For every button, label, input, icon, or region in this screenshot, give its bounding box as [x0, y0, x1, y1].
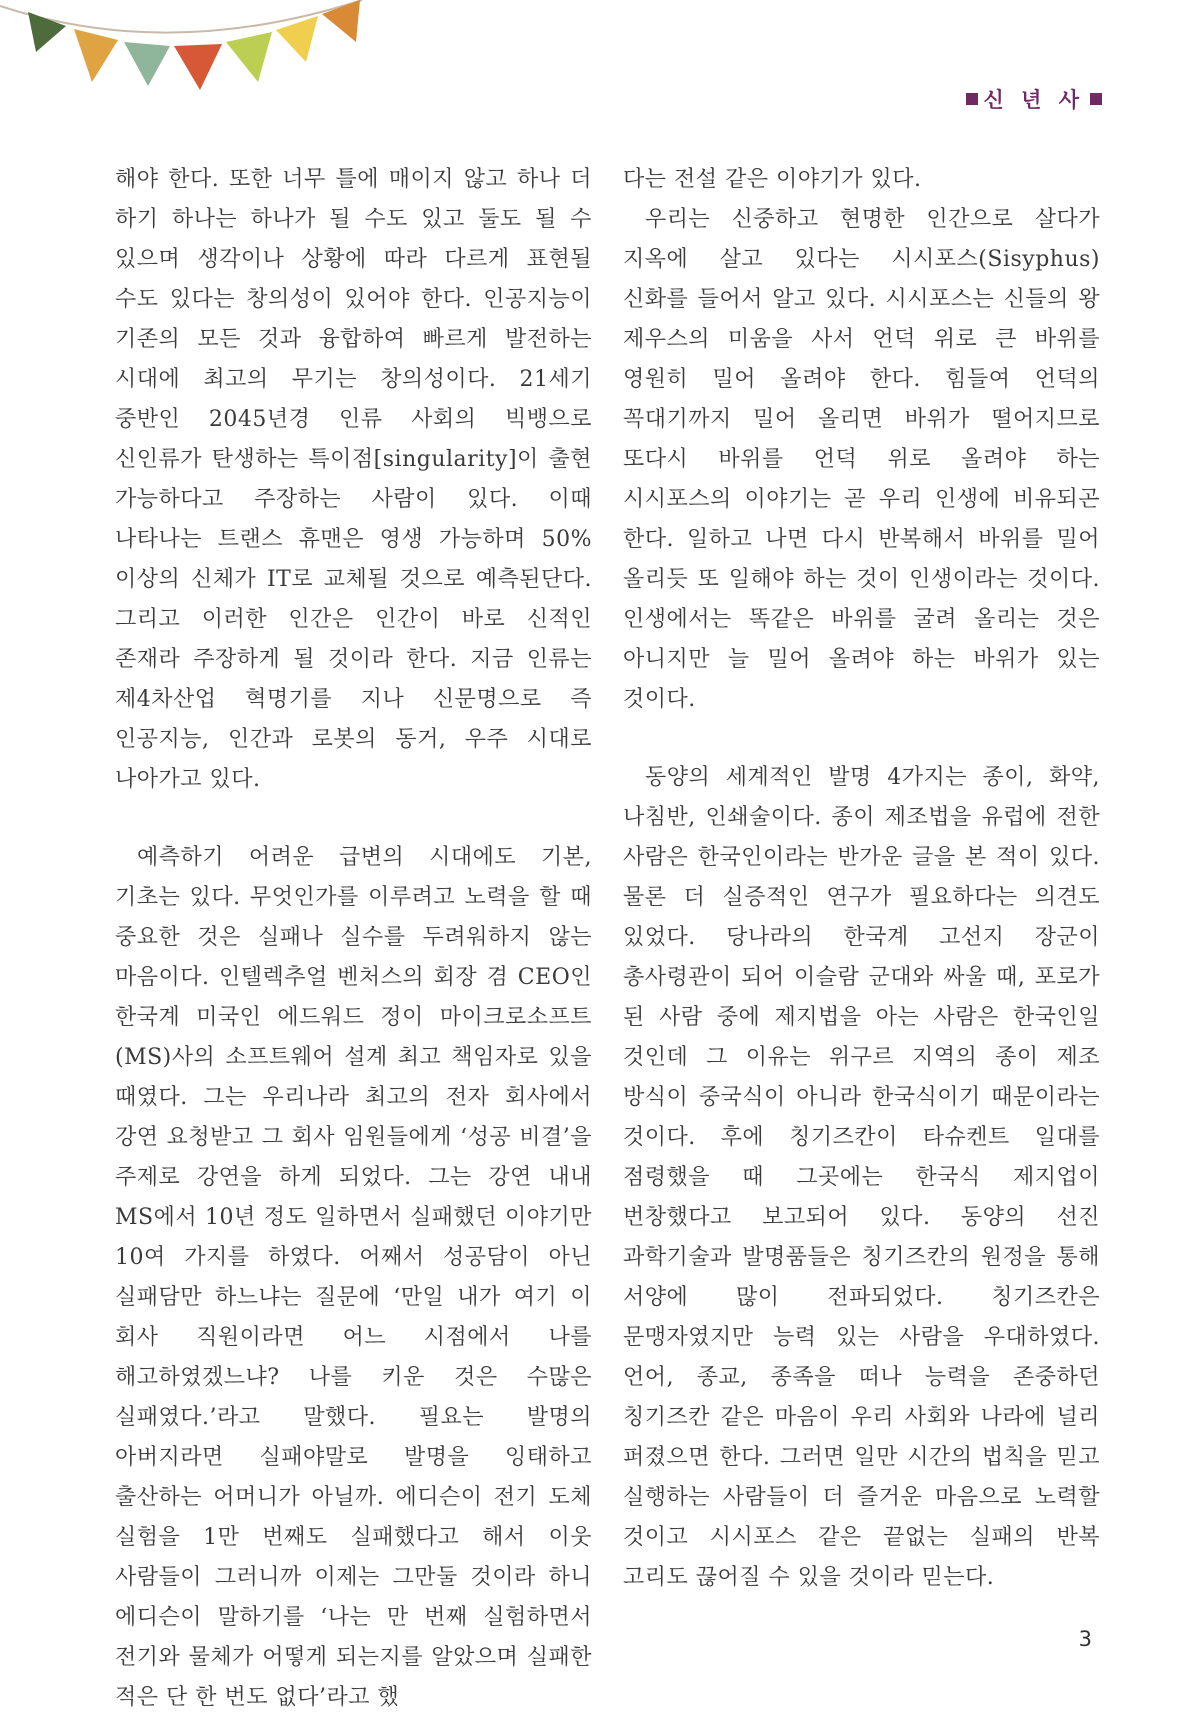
right-column: [623, 160, 1100, 1598]
bunting-flag: [74, 29, 118, 82]
bunting-decoration: [0, 0, 380, 110]
paragraph: 해야 한다. 또한 너무 틀에 매이지 않고 하나 더 하기 하나는 하나가 될 수도 있고 둘도 될 수 있으며 생각이나 상황에 따라 다르게 표현될 수도 있다는 창의성이 있어야 한다. 인공지능이 기존의 모든 것과 융합하여 빠르게 발전하는 시대에 최고의 무기는 창의성이다. 21세기 중반인 2045년경 인류 사회의 빅뱅으로 신인류가 탄생하는 특이점[singularity]이 출현 가능하다고 주장하는 사람이 있다. 이때 나타나는 트랜스 휴맨은 영생 가능하며 50% 이상의 신체가 IT로 교체될 것으로 예측된단다. 그리고 이러한 인간은 인간이 바로 신적인 존재라 주장하게 될 것이라 한다. 지금 인류는 제4차산업 혁명기를 지나 신문명으로 즉 인공지능, 인간과 로봇의 동거, 우주 시대로 나아가고 있다.: [115, 167, 592, 792]
square-bullet-icon: [966, 93, 978, 105]
section-tag: [966, 84, 1102, 114]
paragraph: 예측하기 어려운 급변의 시대에도 기본, 기초는 있다. 무엇인가를 이루려고 노력을 할 때 중요한 것은 실패나 실수를 두려워하지 않는 마음이다. 인텔렉추얼 벤처스의 회장 겸 CEO인 한국계 미국인 에드워드 정이 마이크로소프트(MS)사의 소프트웨어 설계 최고 책임자로 있을 때였다. 그는 우리나라 최고의 전자 회사에서 강연 요청받고 그 회사 임원들에게 ‘성공 비결’을 주제로 강연을 하게 되었다. 그는 강연 내내 MS에서 10년 정도 일하면서 실패했던 이야기만 10여 가지를 하였다. 어째서 성공담이 아닌 실패담만 하느냐는 질문에 ‘만일 내가 여기 이 회사 직원이라면 어느 시점에서 나를 해고하였겠느냐? 나를 키운 것은 수많은 실패였다.’라고 말했다. 필요는 발명의 아버지라면 실패야말로 발명을 잉태하고 출산하는 어머니가 아닐까. 에디슨이 전기 도체 실험을 1만 번째도 실패했다고 해서 이웃 사람들이 그러니까 이제는 그만둘 것이라 하니 에디슨이 말하기를 ‘나는 만 번째 실험하면서 전기와 물체가 어떻게 되는지를 알았으며 실패한 적은 단 한 번도 없다’라고 했: [115, 845, 592, 1710]
bunting-flag: [124, 42, 170, 86]
paragraph: 다는 전설 같은 이야기가 있다.: [623, 167, 922, 192]
paragraph: 동양의 세계적인 발명 4가지는 종이, 화약, 나침반, 인쇄술이다. 종이 제조법을 유럽에 전한 사람은 한국인이라는 반가운 글을 본 적이 있다. 물론 더 실증적인 연구가 필요하다는 의견도 있었다. 당나라의 한국계 고선지 장군이 총사령관이 되어 이슬람 군대와 싸울 때, 포로가 된 사람 중에 제지법을 아는 사람은 한국인일 것인데 그 이유는 위구르 지역의 종이 제조 방식이 중국식이 아니라 한국식이기 때문이라는 것이다. 후에 칭기즈칸이 타슈켄트 일대를 점령했을 때 그곳에는 한국식 제지업이 번창했다고 보고되어 있다. 동양의 선진 과학기술과 발명품들은 칭기즈칸의 원정을 통해 서양에 많이 전파되었다. 칭기즈칸은 문맹자였지만 능력 있는 사람을 우대하였다. 언어, 종교, 종족을 떠나 능력을 존중하던 칭기즈칸 같은 마음이 우리 사회와 나라에 널리 퍼졌으면 한다. 그러면 일만 시간의 법칙을 믿고 실행하는 사람들이 더 즐거운 마음으로 노력할 것이고 시시포스 같은 끝없는 실패의 반복 고리도 끊어질 수 있을 것이라 믿는다.: [623, 765, 1100, 1590]
square-bullet-icon: [1090, 93, 1102, 105]
page-number: 3: [1078, 1627, 1092, 1651]
bunting-flag: [276, 16, 318, 62]
section-tag-label: 신 년 사: [983, 88, 1084, 112]
bunting-flag: [28, 12, 66, 52]
bunting-flag: [226, 32, 272, 82]
paragraph: 우리는 신중하고 현명한 인간으로 살다가 지옥에 살고 있다는 시시포스(Sisyphus) 신화를 들어서 알고 있다. 시시포스는 신들의 왕 제우스의 미움을 사서 언덕 위로 큰 바위를 영원히 밀어 올려야 한다. 힘들여 언덕의 꼭대기까지 밀어 올리면 바위가 떨어지므로 또다시 바위를 언덕 위로 올려야 하는 시시포스의 이야기는 곧 우리 인생에 비유되곤 한다. 일하고 나면 다시 반복해서 바위를 밀어 올리듯 또 일해야 하는 것이 인생이라는 것이다. 인생에서는 똑같은 바위를 굴려 올리는 것은 아니지만 늘 밀어 올려야 하는 바위가 있는 것이다.: [623, 207, 1100, 712]
bunting-flag: [174, 44, 222, 90]
left-column: [115, 160, 592, 1718]
